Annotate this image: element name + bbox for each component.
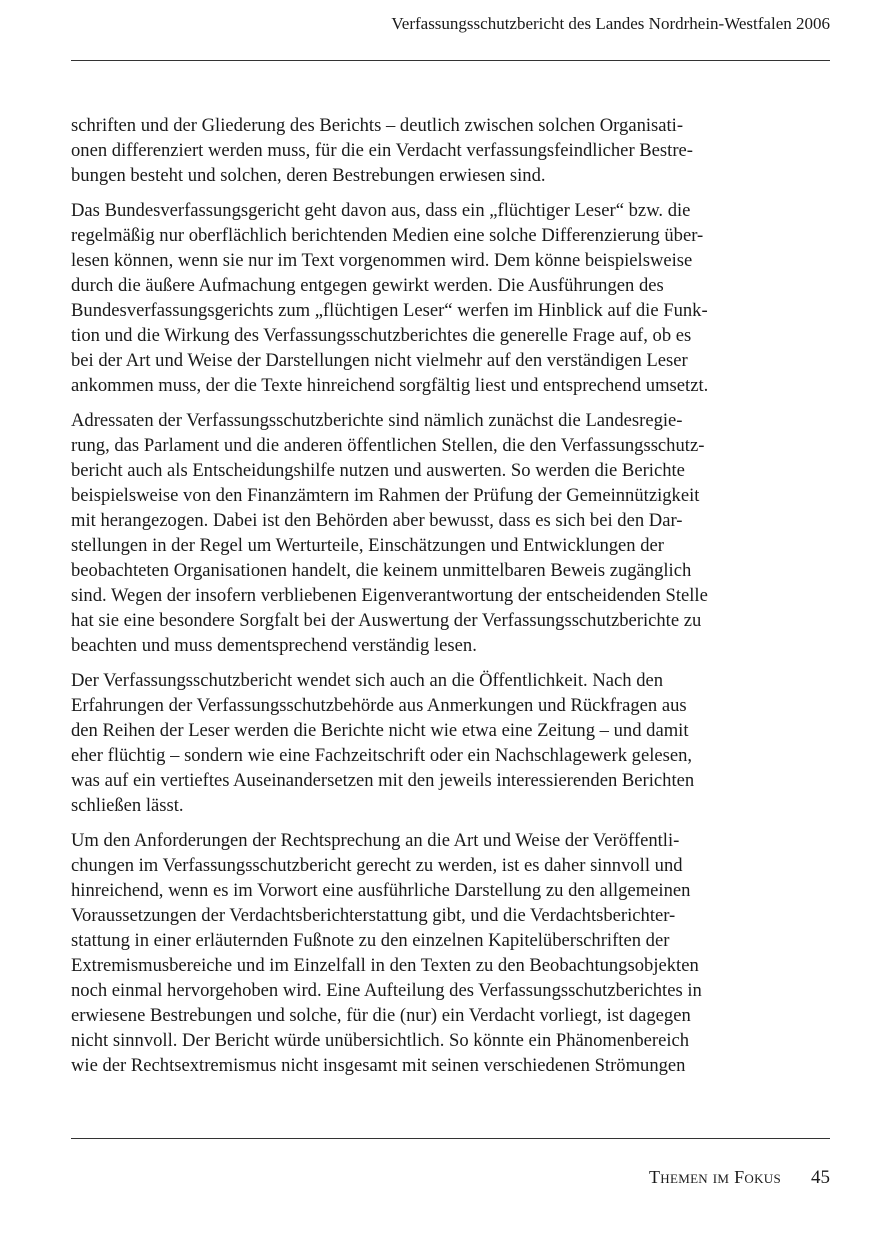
text-line: rung, das Parlament und die anderen öffentlichen Stellen, die den Verfassungsschutz- [71, 435, 705, 456]
text-line: wie der Rechtsextremismus nicht insgesamt mit seinen verschiedenen Strömungen [71, 1055, 686, 1076]
header-rule [71, 60, 830, 61]
section-label: Themen im Fokus [648, 1167, 781, 1187]
text-line: sind. Wegen der insofern verbliebenen Eigenverantwortung der entscheidenden Stelle [71, 585, 708, 606]
paragraph [71, 668, 811, 818]
page-footer [649, 1167, 830, 1189]
text-line: mit herangezogen. Dabei ist den Behörden aber bewusst, dass es sich bei den Dar- [71, 510, 683, 531]
text-line: ankommen muss, der die Texte hinreichend sorgfältig liest und entsprechend umsetzt. [71, 375, 709, 396]
text-line: Extremismusbereiche und im Einzelfall in den Texten zu den Beobachtungsobjekten [71, 955, 699, 976]
text-line: beispielsweise von den Finanzämtern im Rahmen der Prüfung der Gemeinnützigkeit [71, 485, 700, 506]
text-line: lesen können, wenn sie nur im Text vorgenommen wird. Dem könne beispielsweise [71, 250, 693, 271]
text-line: Das Bundesverfassungsgericht geht davon aus, dass ein „flüchtiger Leser“ bzw. die [71, 200, 691, 221]
text-line: stattung in einer erläuternden Fußnote zu den einzelnen Kapitelüberschriften der [71, 930, 670, 951]
body-text [71, 113, 811, 1088]
text-line: Erfahrungen der Verfassungsschutzbehörde aus Anmerkungen und Rückfragen aus [71, 695, 687, 716]
text-line: Um den Anforderungen der Rechtsprechung an die Art und Weise der Veröffentli- [71, 830, 680, 851]
text-line: onen differenziert werden muss, für die ein Verdacht verfassungsfeindlicher Bestre- [71, 140, 693, 161]
text-line: hat sie eine besondere Sorgfalt bei der Auswertung der Verfassungsschutzberichte zu [71, 610, 702, 631]
paragraph [71, 408, 811, 658]
text-line: chungen im Verfassungsschutzbericht gerecht zu werden, ist es daher sinnvoll und [71, 855, 683, 876]
text-line: beobachteten Organisationen handelt, die keinem unmittelbaren Beweis zugänglich [71, 560, 692, 581]
text-line: bungen besteht und solchen, deren Bestrebungen erwiesen sind. [71, 165, 546, 186]
text-line: erwiesene Bestrebungen und solche, für die (nur) ein Verdacht vorliegt, ist dagegen [71, 1005, 691, 1026]
text-line: eher flüchtig – sondern wie eine Fachzeitschrift oder ein Nachschlagewerk gelesen, [71, 745, 693, 766]
text-line: stellungen in der Regel um Werturteile, Einschätzungen und Entwicklungen der [71, 535, 664, 556]
text-line: bei der Art und Weise der Darstellungen nicht vielmehr auf den verständigen Leser [71, 350, 688, 371]
paragraph [71, 198, 811, 398]
text-line: schließen lässt. [71, 795, 184, 816]
footer-rule [71, 1138, 830, 1139]
text-line: was auf ein vertieftes Auseinandersetzen mit den jeweils interessierenden Berichten [71, 770, 695, 791]
text-line: tion und die Wirkung des Verfassungsschutzberichtes die generelle Frage auf, ob es [71, 325, 692, 346]
text-line: beachten und muss dementsprechend verständig lesen. [71, 635, 477, 656]
running-head: Verfassungsschutzbericht des Landes Nordrhein-Westfalen 2006 [391, 14, 830, 33]
text-line: regelmäßig nur oberflächlich berichtenden Medien eine solche Differenzierung über- [71, 225, 704, 246]
text-line: Adressaten der Verfassungsschutzberichte sind nämlich zunächst die Landesregie- [71, 410, 683, 431]
paragraph [71, 113, 811, 188]
text-line: Voraussetzungen der Verdachtsberichterstattung gibt, und die Verdachtsberichter- [71, 905, 676, 926]
text-line: Der Verfassungsschutzbericht wendet sich auch an die Öffentlichkeit. Nach den [71, 670, 664, 691]
text-line: noch einmal hervorgehoben wird. Eine Aufteilung des Verfassungsschutzberichtes in [71, 980, 702, 1001]
text-line: den Reihen der Leser werden die Berichte nicht wie etwa eine Zeitung – und damit [71, 720, 689, 741]
text-line: nicht sinnvoll. Der Bericht würde unübersichtlich. So könnte ein Phänomenbereich [71, 1030, 690, 1051]
text-line: durch die äußere Aufmachung entgegen gewirkt werden. Die Ausführungen des [71, 275, 664, 296]
paragraph [71, 828, 811, 1078]
page-number: 45 [811, 1167, 830, 1188]
text-line: Bundesverfassungsgerichts zum „flüchtigen Leser“ werfen im Hinblick auf die Funk- [71, 300, 708, 321]
text-line: schriften und der Gliederung des Berichts – deutlich zwischen solchen Organisati- [71, 115, 684, 136]
text-line: hinreichend, wenn es im Vorwort eine ausführliche Darstellung zu den allgemeinen [71, 880, 691, 901]
text-line: bericht auch als Entscheidungshilfe nutzen und auswerten. So werden die Berichte [71, 460, 685, 481]
